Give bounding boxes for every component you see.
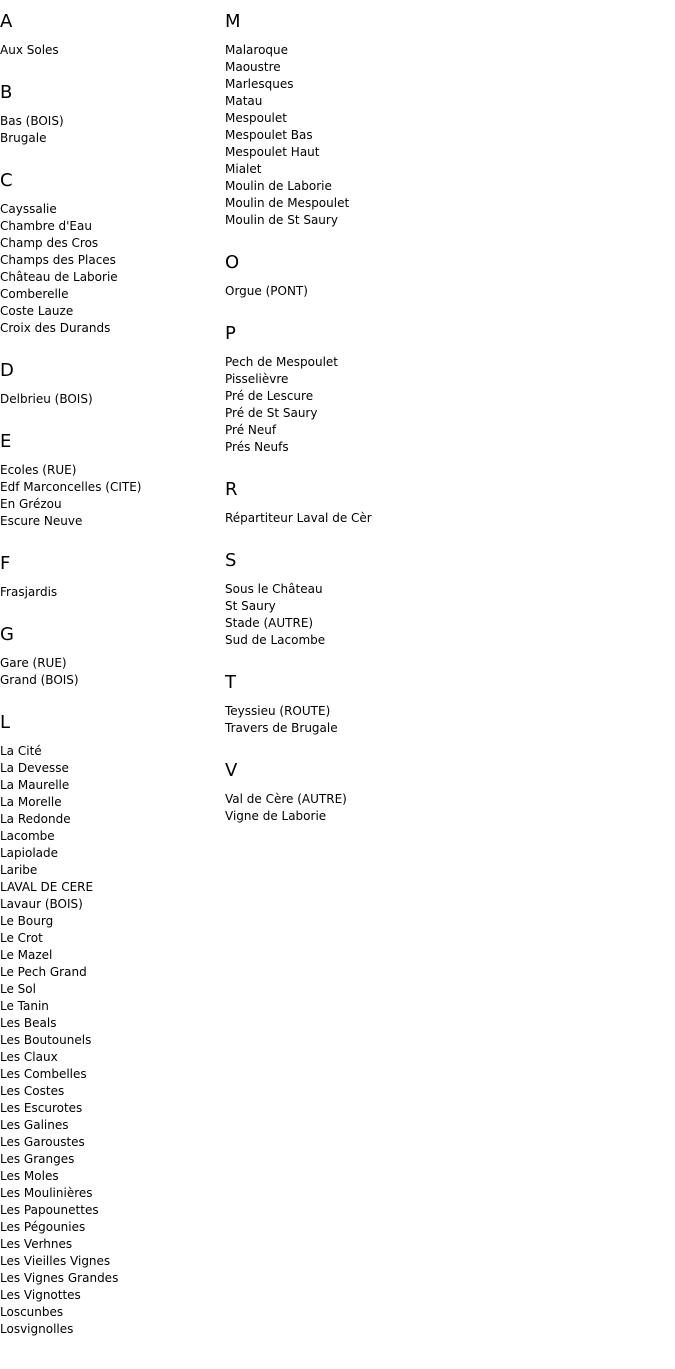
place-name: Le Tanin — [0, 999, 49, 1013]
place-name: Pré Neuf — [225, 423, 277, 437]
letter-group-s — [225, 551, 665, 649]
place-name: Moulin de Mespoulet — [225, 196, 350, 210]
letter-heading: C — [0, 170, 13, 191]
place-name: Laribe — [0, 863, 38, 877]
letter-heading: P — [225, 323, 236, 344]
letter-heading: E — [0, 431, 12, 452]
letter-group-b — [0, 83, 224, 147]
place-name: Stade (AUTRE) — [225, 616, 314, 630]
place-name: Les Garoustes — [0, 1135, 85, 1149]
place-list — [225, 510, 665, 527]
place-name: Pisselièvre — [225, 372, 289, 386]
place-name: Le Crot — [0, 931, 43, 945]
place-name: Le Bourg — [0, 914, 54, 928]
place-name: Chambre d'Eau — [0, 219, 92, 233]
place-name: Les Moulinières — [0, 1186, 93, 1200]
place-name: Les Galines — [0, 1118, 69, 1132]
left-column — [0, 0, 224, 1362]
letter-group-c — [0, 171, 224, 337]
place-name: St Saury — [225, 599, 276, 613]
place-name: Les Vieilles Vignes — [0, 1254, 111, 1268]
place-name: Le Pech Grand — [0, 965, 87, 979]
place-name: Sous le Château — [225, 582, 323, 596]
place-name: Lapiolade — [0, 846, 59, 860]
letter-group-e — [0, 432, 224, 530]
place-name: Travers de Brugale — [225, 721, 338, 735]
letter-group-d — [0, 361, 224, 408]
place-name: Lacombe — [0, 829, 55, 843]
place-name: Les Boutounels — [0, 1033, 92, 1047]
letter-group-r — [225, 480, 665, 527]
place-name: Teyssieu (ROUTE) — [225, 704, 331, 718]
place-name: Grand (BOIS) — [0, 673, 79, 687]
place-name: Les Escurotes — [0, 1101, 83, 1115]
place-list — [225, 42, 665, 229]
place-name: Les Claux — [0, 1050, 58, 1064]
place-name: Croix des Durands — [0, 321, 111, 335]
place-name: Les Verhnes — [0, 1237, 73, 1251]
place-list — [0, 462, 224, 530]
place-list — [0, 584, 224, 601]
letter-heading: D — [0, 360, 14, 381]
letter-group-f — [0, 554, 224, 601]
place-name: Champs des Places — [0, 253, 116, 267]
place-name: Coste Lauze — [0, 304, 74, 318]
place-name: Escure Neuve — [0, 514, 83, 528]
letter-heading: S — [225, 550, 237, 571]
place-name: Mespoulet — [225, 111, 287, 125]
place-name: Gare (RUE) — [0, 656, 67, 670]
place-name: Losvignolles — [0, 1322, 74, 1336]
place-name: Répartiteur Laval de Cèr — [225, 511, 372, 525]
place-name: La Maurelle — [0, 778, 70, 792]
place-list — [225, 791, 665, 825]
place-name: Les Vignes Grandes — [0, 1271, 119, 1285]
place-list — [225, 581, 665, 649]
letter-group-t — [225, 673, 665, 737]
letter-group-g — [0, 625, 224, 689]
letter-group-p — [225, 324, 665, 456]
place-list — [0, 743, 224, 1338]
place-name: Malaroque — [225, 43, 289, 57]
place-name: Mialet — [225, 162, 262, 176]
place-list — [0, 201, 224, 337]
place-name: Matau — [225, 94, 263, 108]
place-name: Edf Marconcelles (CITE) — [0, 480, 142, 494]
place-list — [225, 703, 665, 737]
place-name: Pech de Mespoulet — [225, 355, 338, 369]
place-name: Les Costes — [0, 1084, 65, 1098]
place-name: Pré de St Saury — [225, 406, 318, 420]
place-name: Brugale — [0, 131, 47, 145]
place-name: Cayssalie — [0, 202, 57, 216]
letter-heading: V — [225, 760, 238, 781]
letter-heading: T — [225, 672, 236, 693]
place-name: La Cité — [0, 744, 42, 758]
letter-group-v — [225, 761, 665, 825]
place-name: Comberelle — [0, 287, 69, 301]
place-name: Moulin de Laborie — [225, 179, 332, 193]
letter-heading: L — [0, 712, 11, 733]
letter-group-l — [0, 713, 224, 1338]
place-list — [225, 354, 665, 456]
letter-group-m — [225, 12, 665, 229]
letter-heading: R — [225, 479, 238, 500]
place-name: Orgue (PONT) — [225, 284, 308, 298]
place-name: Aux Soles — [0, 43, 59, 57]
place-list — [225, 283, 665, 300]
place-name: Mespoulet Haut — [225, 145, 320, 159]
place-name: Les Pégounies — [0, 1220, 86, 1234]
letter-heading: B — [0, 82, 13, 103]
place-name: LAVAL DE CERE — [0, 880, 94, 894]
letter-heading: A — [0, 11, 13, 32]
place-name: Pré de Lescure — [225, 389, 314, 403]
place-name: Les Beals — [0, 1016, 57, 1030]
place-name: Bas (BOIS) — [0, 114, 64, 128]
letter-heading: G — [0, 624, 14, 645]
letter-heading: F — [0, 553, 11, 574]
letter-heading: O — [225, 252, 240, 273]
place-name: Les Combelles — [0, 1067, 87, 1081]
letter-group-o — [225, 253, 665, 300]
place-name: En Grézou — [0, 497, 62, 511]
letter-heading: M — [225, 11, 241, 32]
place-list — [0, 655, 224, 689]
place-name: Prés Neufs — [225, 440, 289, 454]
place-name: Les Moles — [0, 1169, 59, 1183]
place-name: Ecoles (RUE) — [0, 463, 77, 477]
place-name: Val de Cère (AUTRE) — [225, 792, 347, 806]
place-name: Le Sol — [0, 982, 36, 996]
place-name: Frasjardis — [0, 585, 58, 599]
place-name: Le Mazel — [0, 948, 53, 962]
place-name: Château de Laborie — [0, 270, 118, 284]
right-column — [225, 0, 665, 849]
place-name: Les Papounettes — [0, 1203, 99, 1217]
place-list — [0, 391, 224, 408]
place-name: Les Vignottes — [0, 1288, 81, 1302]
place-name: Delbrieu (BOIS) — [0, 392, 93, 406]
place-name: Moulin de St Saury — [225, 213, 338, 227]
place-list — [0, 42, 224, 59]
place-name: Lavaur (BOIS) — [0, 897, 83, 911]
letter-group-a — [0, 12, 224, 59]
place-name: Vigne de Laborie — [225, 809, 327, 823]
place-name: Loscunbes — [0, 1305, 64, 1319]
place-name: Champ des Cros — [0, 236, 99, 250]
place-list — [0, 113, 224, 147]
place-name: Mespoulet Bas — [225, 128, 313, 142]
place-name: Les Granges — [0, 1152, 75, 1166]
place-name: La Redonde — [0, 812, 71, 826]
place-name: Maoustre — [225, 60, 281, 74]
place-name: La Devesse — [0, 761, 69, 775]
place-name: Marlesques — [225, 77, 294, 91]
place-name: Sud de Lacombe — [225, 633, 326, 647]
place-name: La Morelle — [0, 795, 62, 809]
